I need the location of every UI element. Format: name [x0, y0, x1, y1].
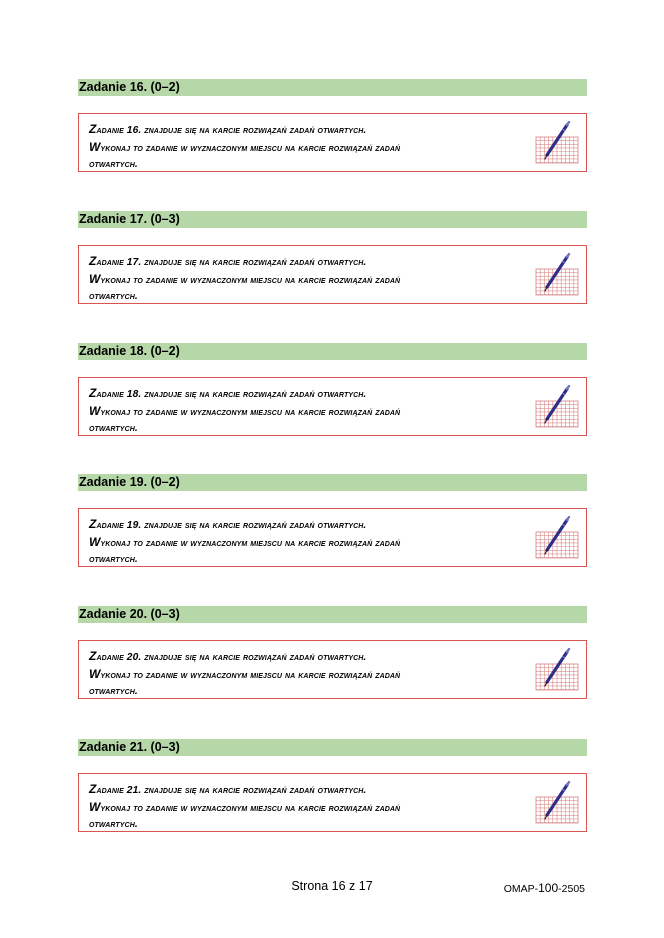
task-16 — [78, 79, 587, 170]
task-instruction-text: Zadanie 18. znajduje się na karcie rozwiązań zadań otwartych. Wykonaj to zadanie w wyznaczonym miejscu na karcie rozwiązań zadań otwartych. — [89, 386, 401, 434]
task-instruction-box — [78, 377, 587, 436]
task-header: Zadanie 18. (0–2) — [78, 343, 587, 360]
task-header: Zadanie 17. (0–3) — [78, 211, 587, 228]
task-instruction-text: Zadanie 19. znajduje się na karcie rozwiązań zadań otwartych. Wykonaj to zadanie w wyznaczonym miejscu na karcie rozwiązań zadań otwartych. — [89, 517, 401, 565]
task-header: Zadanie 21. (0–3) — [78, 739, 587, 756]
pen-on-grid-icon — [534, 648, 580, 692]
task-instruction-box — [78, 773, 587, 832]
task-instruction-text: Zadanie 21. znajduje się na karcie rozwiązań zadań otwartych. Wykonaj to zadanie w wyznaczonym miejscu na karcie rozwiązań zadań otwartych. — [89, 782, 401, 830]
pen-on-grid-icon — [534, 781, 580, 825]
task-instruction-box — [78, 245, 587, 304]
pen-on-grid-icon — [534, 385, 580, 429]
page-number: Strona 16 z 17 — [291, 879, 373, 893]
task-header: Zadanie 20. (0–3) — [78, 606, 587, 623]
task-instruction-box — [78, 508, 587, 567]
task-instruction-text: Zadanie 16. znajduje się na karcie rozwiązań zadań otwartych. Wykonaj to zadanie w wyznaczonym miejscu na karcie rozwiązań zadań otwartych. — [89, 122, 401, 170]
task-18 — [78, 343, 587, 434]
task-instruction-box — [78, 113, 587, 172]
exam-code: OMAP-100-2505 — [503, 881, 585, 895]
task-21 — [78, 739, 587, 830]
pen-on-grid-icon — [534, 516, 580, 560]
task-19 — [78, 474, 587, 565]
pen-on-grid-icon — [534, 121, 580, 165]
task-header: Zadanie 19. (0–2) — [78, 474, 587, 491]
task-17 — [78, 211, 587, 302]
task-instruction-text: Zadanie 20. znajduje się na karcie rozwiązań zadań otwartych. Wykonaj to zadanie w wyznaczonym miejscu na karcie rozwiązań zadań otwartych. — [89, 649, 401, 697]
task-header: Zadanie 16. (0–2) — [78, 79, 587, 96]
pen-on-grid-icon — [534, 253, 580, 297]
task-20 — [78, 606, 587, 697]
task-instruction-box — [78, 640, 587, 699]
task-instruction-text: Zadanie 17. znajduje się na karcie rozwiązań zadań otwartych. Wykonaj to zadanie w wyznaczonym miejscu na karcie rozwiązań zadań otwartych. — [89, 254, 401, 302]
